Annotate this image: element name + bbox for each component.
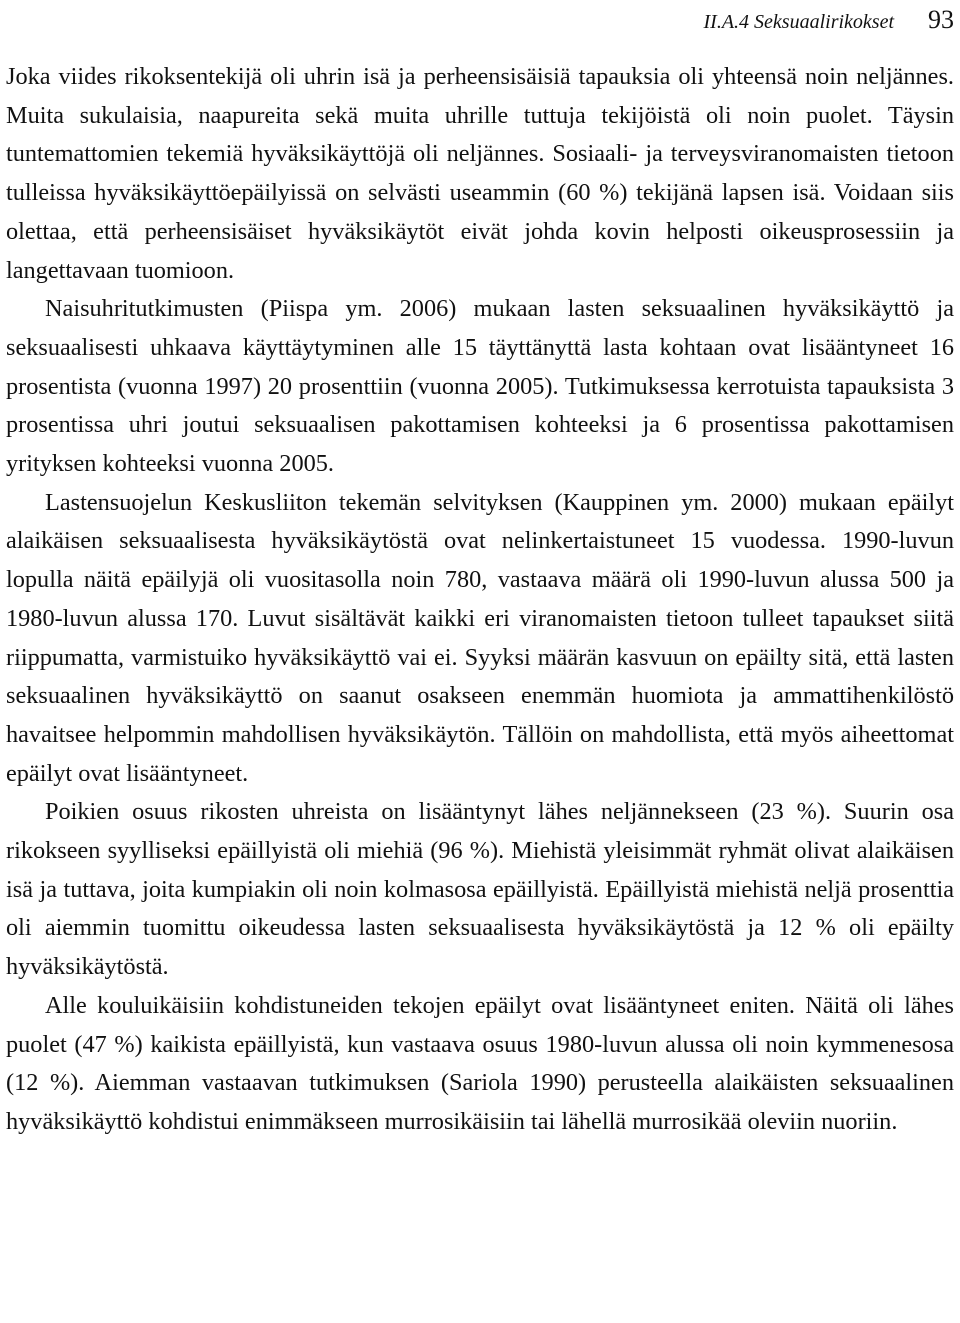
paragraph: Lastensuojelun Keskusliiton tekemän selvityksen (Kauppinen ym. 2000) mukaan epäilyt alaikäisen seksuaalisesta hyväksikäytöstä ovat nelinkertaistuneet 15 vuodessa. 1990-luvun lopulla näitä epäilyjä oli vuositasolla noin 780, vastaava määrä oli 1990-luvun alussa 500 ja 1980-luvun alussa 170. Luvut sisältävät kaikki eri viranomaisten tietoon tulleet tapaukset siitä riippumatta, varmistuiko hyväksikäyttö vai ei. Syyksi määrän kasvuun on epäilty sitä, että lasten seksuaalinen hyväksikäyttö on saanut osakseen enemmän huomiota ja ammattihenkilöstö havaitsee helpommin mahdollisen hyväksikäytön. Tällöin on mahdollista, että myös aiheettomat epäilyt ovat lisääntyneet. [6,488,954,787]
body-text [6,58,954,1142]
paragraph: Alle kouluikäisiin kohdistuneiden tekojen epäilyt ovat lisääntyneet eniten. Näitä oli lähes puolet (47 %) kaikista epäillyistä, kun vastaava osuus 1980-luvun alussa oli noin kymmenesosa (12 %). Aiemman vastaavan tutkimuksen (Sariola 1990) perusteella alaikäisten seksuaalinen hyväksikäyttö kohdistui enimmäkseen murrosikäisiin tai lähellä murrosikää oleviin nuoriin. [6,991,954,1135]
running-header [704,2,955,38]
page-number: 93 [928,5,954,34]
paragraph: Poikien osuus rikosten uhreista on lisääntynyt lähes neljännekseen (23 %). Suurin osa rikokseen syylliseksi epäillyistä oli miehiä (96 %). Miehistä yleisimmät ryhmät olivat alaikäisen isä ja tuttava, joita kumpiakin oli noin kolmasosa epäillyistä. Epäillyistä miehistä neljä prosenttia oli aiemmin tuomittu oikeudessa lasten seksuaalisesta hyväksikäytöstä ja 12 % oli epäilty hyväksikäytöstä. [6,798,954,981]
section-title: II.A.4 Seksuaalirikokset [703,11,894,33]
paragraph: Joka viides rikoksentekijä oli uhrin isä ja perheensisäisiä tapauksia oli yhteensä noin neljännes. Muita sukulaisia, naapureita sekä muita uhrille tuttuja tekijöistä oli noin puolet. Täysin tuntemattomien tekemiä hyväksikäyttöjä oli neljännes. Sosiaali- ja terveysviranomaisten tietoon tulleissa hyväksikäyttöepäilyissä on selvästi useammin (60 %) tekijänä lapsen isä. Voidaan siis olettaa, että perheensisäiset hyväksikäytöt eivät johda kovin helposti oikeusprosessiin ja langettavaan tuomioon. [6,63,954,284]
paragraph: Naisuhritutkimusten (Piispa ym. 2006) mukaan lasten seksuaalinen hyväksikäyttö ja seksuaalisesti uhkaava käyttäytyminen alle 15 täyttänyttä lasta kohtaan ovat lisääntyneet 16 prosentista (vuonna 1997) 20 prosenttiin (vuonna 2005). Tutkimuksessa kerrotuista tapauksista 3 prosentissa uhri joutui seksuaalisen pakottamisen kohteeksi ja 6 prosentissa pakottamisen yrityksen kohteeksi vuonna 2005. [6,295,954,478]
